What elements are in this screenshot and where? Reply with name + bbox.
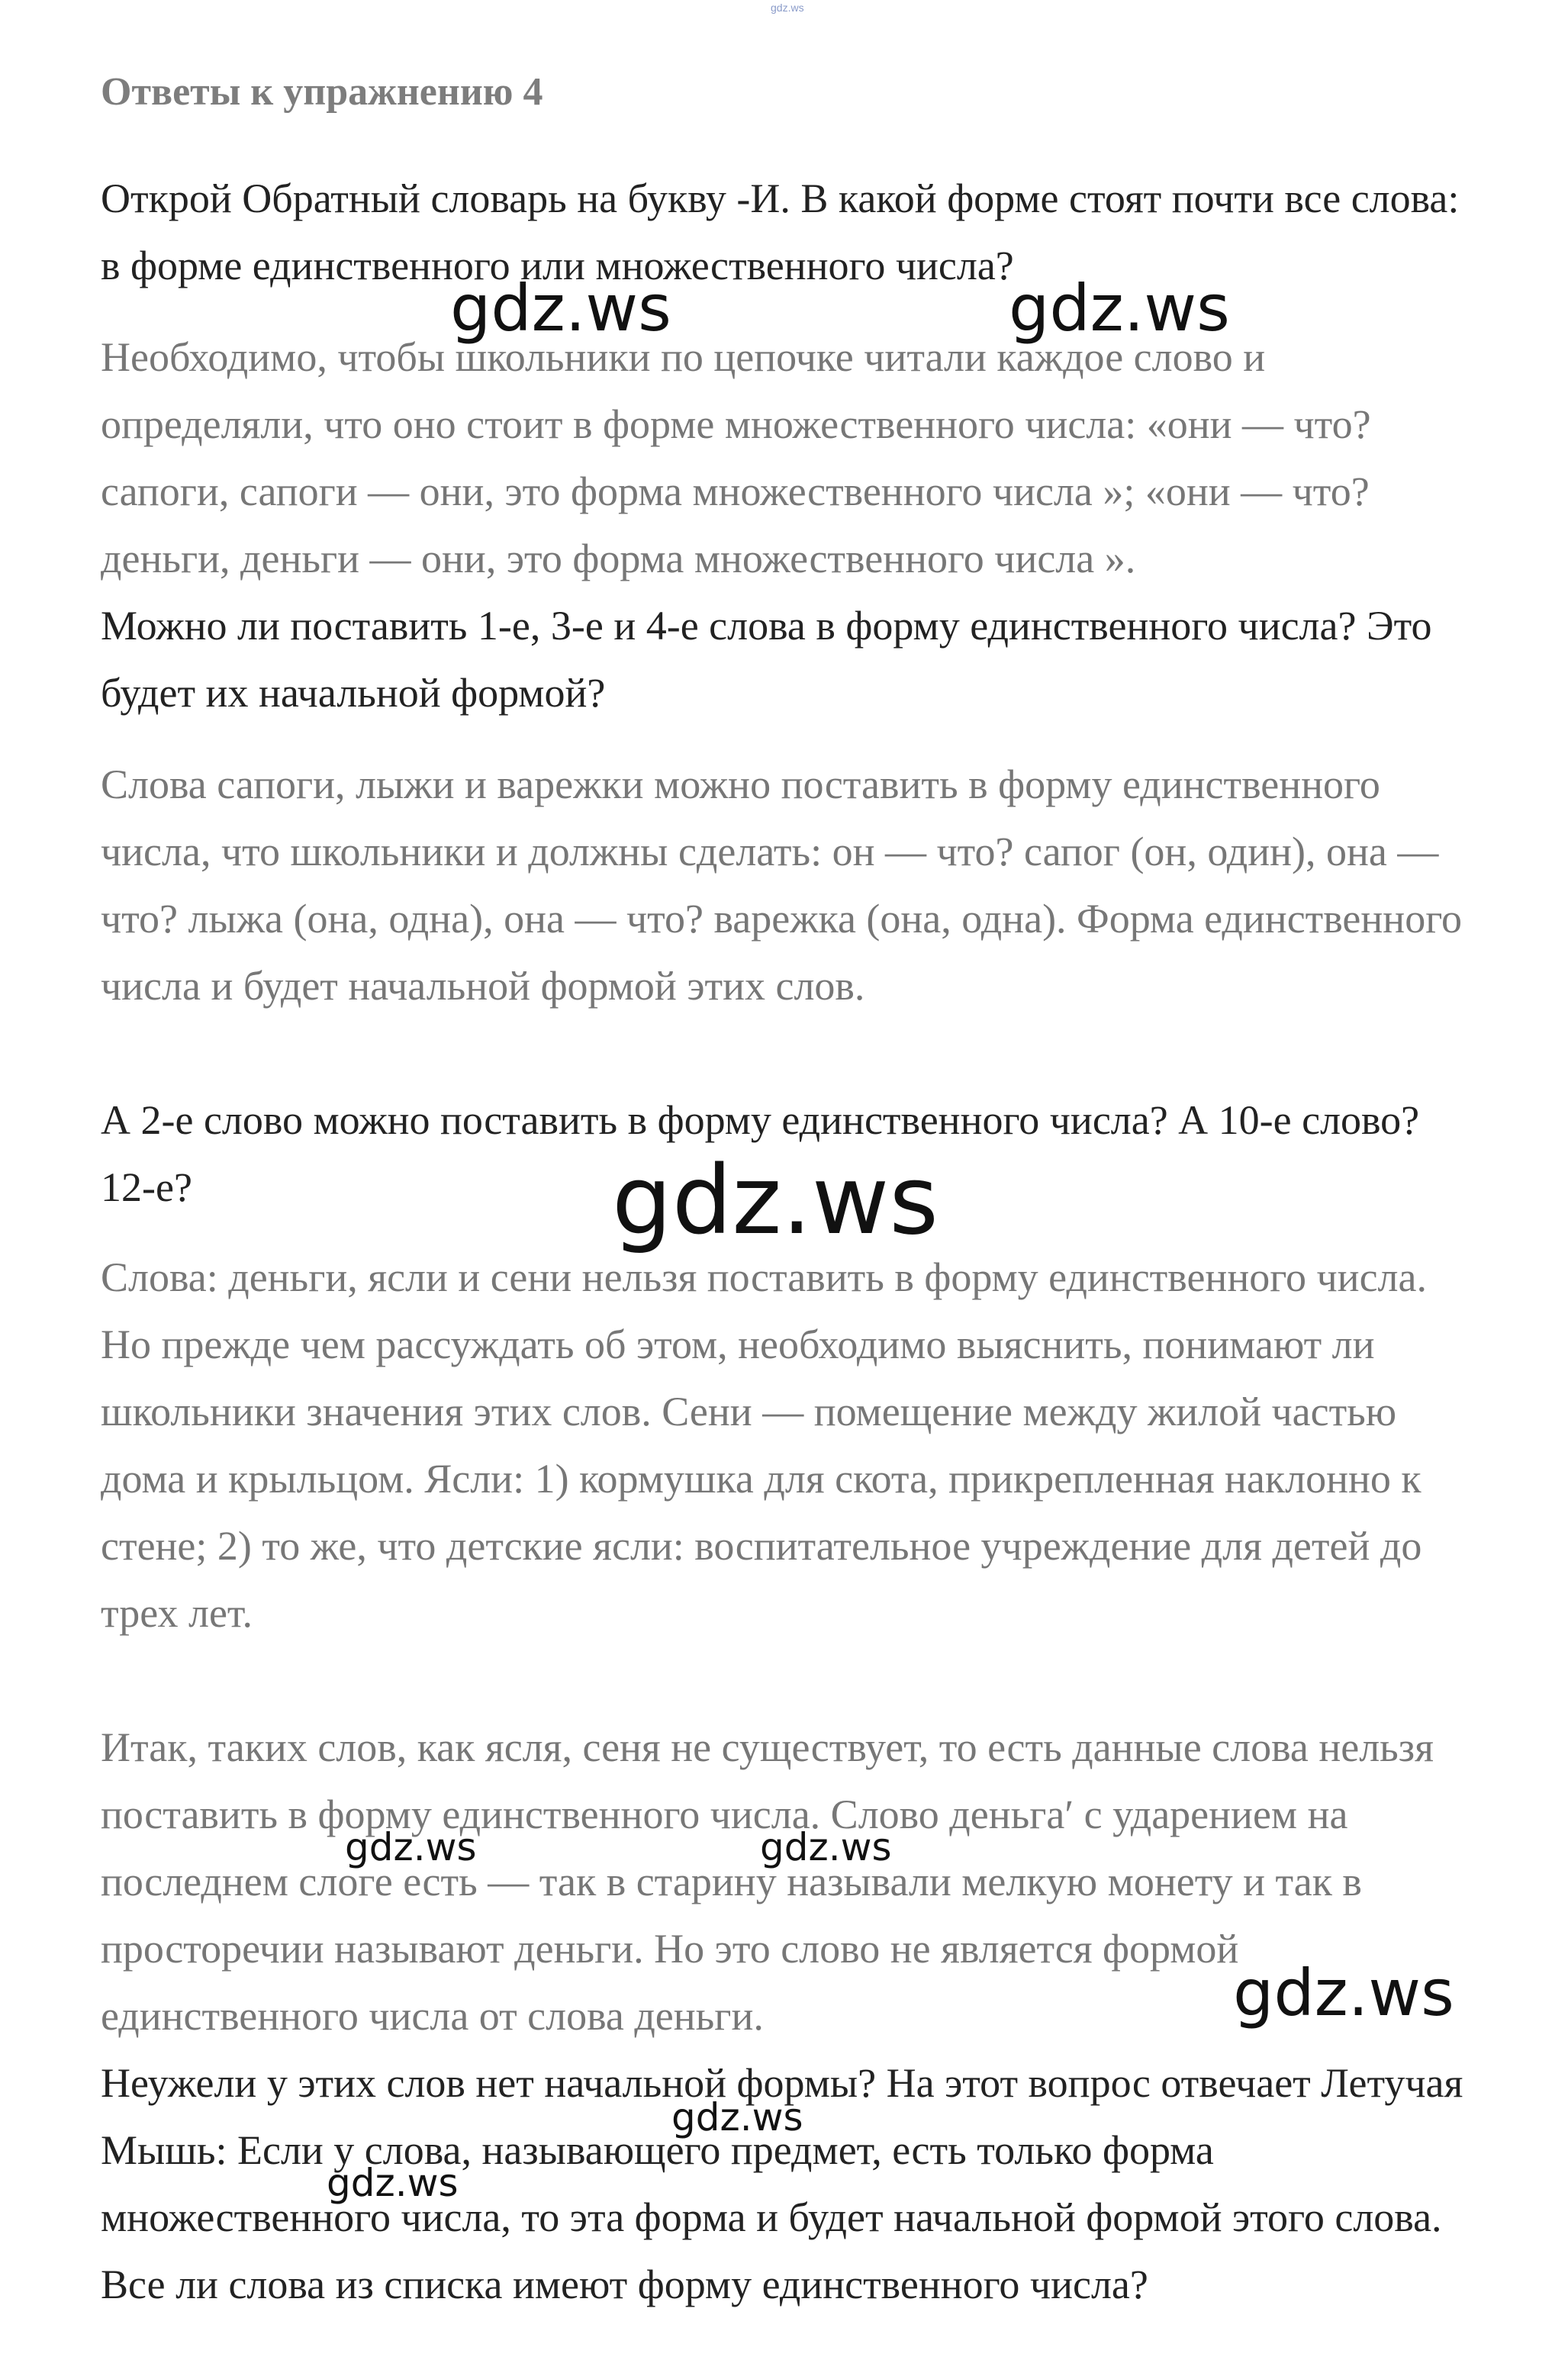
answer-paragraph-3: Слова: деньги, ясли и сени нельзя поставить в форму единственного числа. Но прежде чем рассуждать об этом, необходимо выяснить, понимают ли школьники значения этих слов. Сени — помещение между жилой частью дома и крыльцом. Ясли: 1) кормушка для скота, прикрепленная наклонно к стене; 2) то же, что детские ясли: воспитательное учреждение для детей до трех лет. <box>101 1254 1427 1636</box>
page-title: Ответы к упражнению 4 <box>101 70 543 114</box>
watermark-6: gdz.ws <box>1233 1956 1454 2030</box>
watermark-8: gdz.ws <box>327 2161 459 2205</box>
watermark-5: gdz.ws <box>760 1825 892 1869</box>
question-paragraph-1: Открой Обратный словарь на букву -И. В какой форме стоят почти все слова: в форме единственного или множественного числа? <box>101 175 1460 288</box>
watermark-4: gdz.ws <box>345 1825 477 1869</box>
answer-paragraph-4: Итак, таких слов, как ясля, сеня не существует, то есть данные слова нельзя поставить в форму единственного числа. Слово деньга′ с ударением на последнем слоге есть — так в старину называли мелкую монету и так в просторечии называют деньги. Но это слово не является формой единственного числа от слова деньги. <box>101 1724 1434 2039</box>
question-paragraph-4: Неужели у этих слов нет начальной формы? На этот вопрос отвечает Летучая Мышь: Если у слова, называющего предмет, есть только форма множественного числа, то эта форма и будет начальной формой этого слова. Все ли слова из списка имеют форму единственного числа? <box>101 2060 1463 2307</box>
watermark-1: gdz.ws <box>450 271 671 346</box>
header-watermark: gdz.ws <box>771 2 804 14</box>
answer-paragraph-1: Необходимо, чтобы школьники по цепочке читали каждое слово и определяли, что оно стоит в форме множественного числа: «они — что? сапоги, сапоги — они, это форма множественного числа »; «они — что? деньги, деньги — они, это форма множественного числа ». <box>101 334 1371 581</box>
watermark-7: gdz.ws <box>671 2095 803 2139</box>
question-paragraph-2: Можно ли поставить 1-е, 3-е и 4-е слова в форму единственного числа? Это будет их начальной формой? <box>101 603 1432 716</box>
question-paragraph-3: А 2-е слово можно поставить в форму единственного числа? А 10-е слово? 12-е? <box>101 1097 1420 1210</box>
watermark-3: gdz.ws <box>612 1146 939 1256</box>
answer-paragraph-2: Слова сапоги, лыжи и варежки можно поставить в форму единственного числа, что школьники и должны сделать: он — что? сапог (он, один), она — что? лыжа (она, одна), она — что? варежка (она, одна). Форма единственного числа и будет начальной формой этих слов. <box>101 761 1463 1009</box>
watermark-2: gdz.ws <box>1009 271 1230 346</box>
